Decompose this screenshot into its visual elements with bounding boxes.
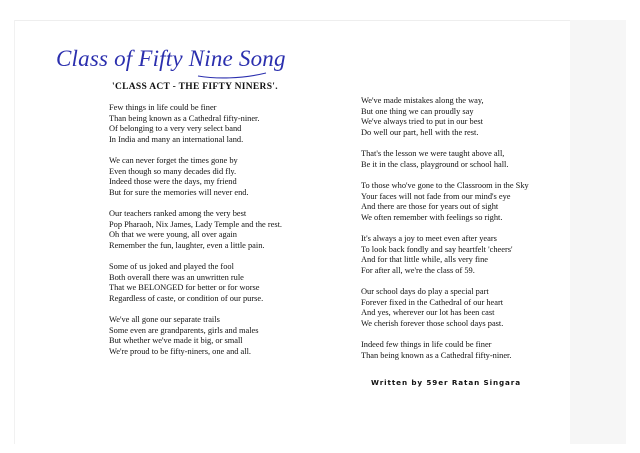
poem-line: We've made mistakes along the way, (361, 96, 484, 105)
poem-stanza (109, 209, 339, 251)
poem-line: But whether we've made it big, or small (109, 336, 243, 345)
poem-line: Than being known as a Cathedral fifty-niner. (361, 350, 512, 360)
poem-line: Even though so many decades did fly. (109, 166, 237, 176)
poem-line: Our school days do play a special part (361, 287, 489, 296)
poem-line: We often remember with feelings so right. (361, 212, 503, 222)
song-subtitle: 'CLASS ACT - THE FIFTY NINERS'. (112, 82, 278, 92)
poem-line: We've always tried to put in our best (361, 117, 484, 126)
poem-line: Pop Pharaoh, Nix James, Lady Temple and the rest. (109, 219, 283, 229)
poem-line: To those who've gone to the Classroom in the Sky (361, 181, 529, 190)
poem-line: We're proud to be fifty-niners, one and all. (109, 346, 251, 356)
poem-line: Oh that we were young, all over again (109, 230, 237, 239)
poem-line: And yes, wherever our lot has been cast (361, 308, 495, 317)
poem-line: Indeed those were the days, my friend (109, 177, 237, 186)
poem-stanza (109, 156, 339, 198)
poem-line: But for sure the memories will never end. (109, 187, 249, 197)
poem-stanza (109, 262, 339, 304)
poem-stanza (361, 96, 571, 138)
poem-line: For after all, we're the class of 59. (361, 265, 475, 275)
poem-line: That we BELONGED for better or for worse (109, 283, 260, 292)
poem-line: We cherish forever those school days past. (361, 318, 504, 328)
poem-stanza (361, 340, 571, 361)
poem-stanza (109, 103, 339, 145)
poem-line: And for that little while, alls very fine (361, 255, 488, 264)
author-credit: Written by 59er Ratan Singara (371, 378, 521, 387)
poem-line: And there are those for years out of sight (361, 202, 499, 211)
poem-stanza (361, 287, 571, 329)
poem-line: To look back fondly and say heartfelt 'cheers' (361, 244, 513, 254)
poem-line: We can never forget the times gone by (109, 156, 238, 165)
page-border-left (14, 20, 15, 444)
title-underline-flourish (196, 70, 268, 80)
poem-line: Remember the fun, laughter, even a little pain. (109, 240, 265, 250)
poem-stanza (109, 315, 339, 357)
poem-line: Than being known as a Cathedral fifty-niner. (109, 113, 260, 123)
poem-line: Your faces will not fade from our mind's eye (361, 191, 511, 201)
poem-line: Of belonging to a very very select band (109, 124, 242, 133)
poem-line: That's the lesson we were taught above all, (361, 149, 505, 158)
poem-line: Be it in the class, playground or school hall. (361, 159, 509, 169)
page-shadow-right (570, 20, 626, 444)
poem-line: Our teachers ranked among the very best (109, 209, 247, 218)
poem-line: Some of us joked and played the fool (109, 262, 234, 271)
poem-line: Few things in life could be finer (109, 103, 217, 112)
poem-line: Do well our part, hell with the rest. (361, 127, 479, 137)
poem-stanza (361, 181, 571, 223)
poem-line: Indeed few things in life could be finer (361, 340, 492, 349)
poem-stanza (361, 234, 571, 276)
poem-line: In India and many an international land. (109, 134, 244, 144)
poem-column-left (109, 103, 339, 368)
poem-line: It's always a joy to meet even after years (361, 234, 497, 243)
poem-line: Regardless of caste, or condition of our purse. (109, 293, 264, 303)
page-border-top (14, 20, 626, 21)
poem-line: Some even are grandparents, girls and males (109, 325, 259, 335)
poem-stanza (361, 149, 571, 170)
poem-line: But one thing we can proudly say (361, 106, 474, 116)
song-title: Class of Fifty Nine Song (56, 46, 286, 71)
poem-line: We've all gone our separate trails (109, 315, 220, 324)
poem-column-right (361, 96, 571, 372)
poem-line: Forever fixed in the Cathedral of our heart (361, 297, 504, 307)
poem-line: Both overall there was an unwritten rule (109, 272, 244, 282)
